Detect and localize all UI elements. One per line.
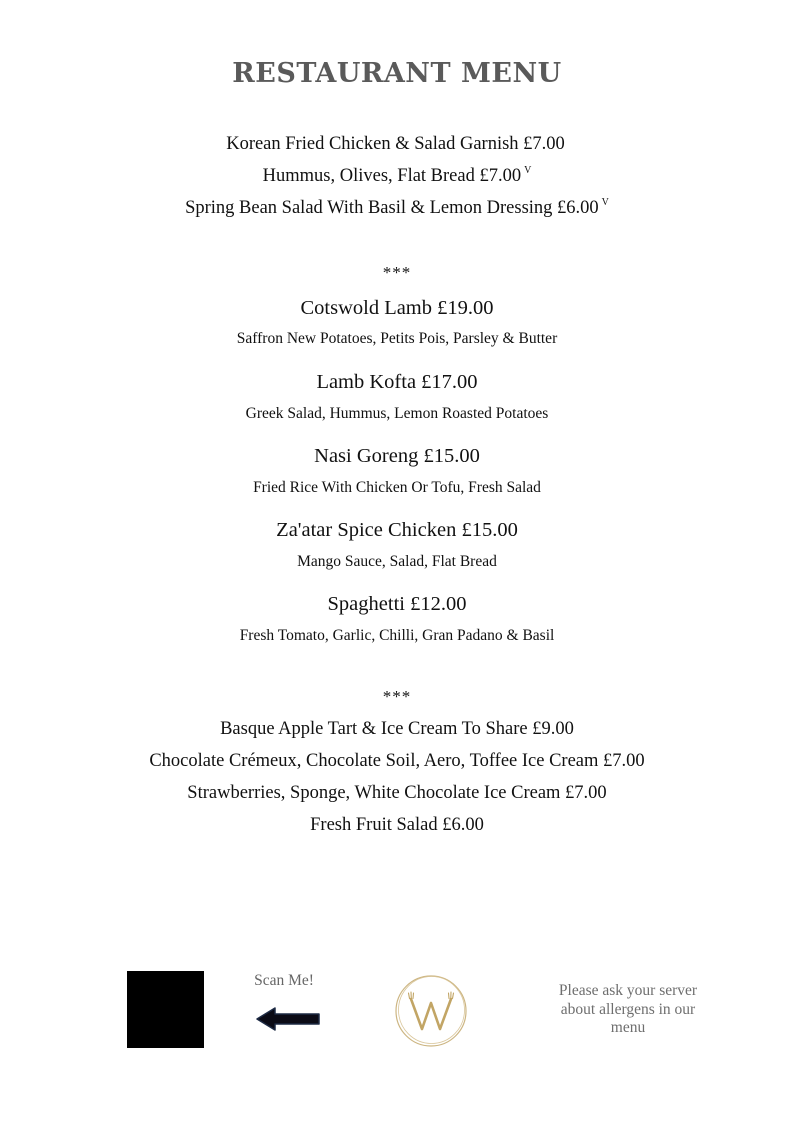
vegetarian-marker: V	[524, 165, 532, 176]
main-item-name: Lamb Kofta £17.00	[316, 371, 478, 393]
main-item-name: Nasi Goreng £15.00	[314, 445, 480, 467]
restaurant-logo-icon	[393, 973, 469, 1049]
section-separator: ***	[382, 263, 412, 282]
main-item-name: Cotswold Lamb £19.00	[300, 297, 494, 319]
dessert-item: Chocolate Crémeux, Chocolate Soil, Aero, Toffee Ice Cream £7.00	[149, 751, 645, 771]
section-separator: ***	[382, 687, 412, 706]
dessert-item: Fresh Fruit Salad £6.00	[310, 815, 484, 835]
qr-code-icon[interactable]	[127, 971, 204, 1048]
starter-text: Hummus, Olives, Flat Bread £7.00	[262, 166, 522, 186]
starter-item	[0, 165, 794, 187]
main-item-name: Spaghetti £12.00	[327, 593, 467, 615]
starter-item	[0, 197, 794, 219]
dessert-item: Strawberries, Sponge, White Chocolate Ice Cream £7.00	[187, 783, 607, 803]
starter-text: Korean Fried Chicken & Salad Garnish £7.00	[226, 134, 565, 154]
scan-me-label: Scan Me!	[254, 972, 314, 989]
main-item-description: Mango Sauce, Salad, Flat Bread	[297, 553, 497, 570]
allergen-notice: Please ask your server about allergens in our menu	[558, 982, 698, 1036]
main-item-description: Fried Rice With Chicken Or Tofu, Fresh Salad	[253, 479, 541, 496]
dessert-item: Basque Apple Tart & Ice Cream To Share £9.00	[220, 719, 574, 739]
vegetarian-marker: V	[601, 197, 609, 208]
main-item-description: Saffron New Potatoes, Petits Pois, Parsley & Butter	[236, 330, 558, 347]
main-item-description: Greek Salad, Hummus, Lemon Roasted Potatoes	[245, 405, 549, 422]
starter-item	[0, 133, 794, 155]
starter-text: Spring Bean Salad With Basil & Lemon Dressing £6.00	[185, 198, 599, 218]
page-title: RESTAURANT MENU	[232, 58, 562, 89]
main-item-name: Za'atar Spice Chicken £15.00	[276, 519, 518, 541]
main-item-description: Fresh Tomato, Garlic, Chilli, Gran Padano & Basil	[239, 627, 555, 644]
arrow-left-icon	[255, 1005, 321, 1033]
